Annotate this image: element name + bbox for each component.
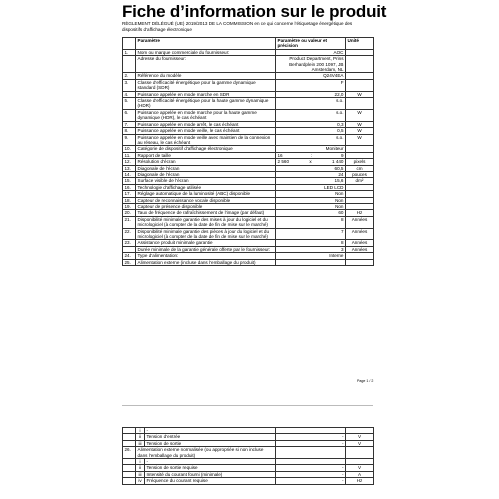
row-parameter: Intensité du courant fourni (minimale) — [145, 471, 276, 477]
row-parameter: Puissance appelée en mode arrêt, le cas échéant — [136, 121, 276, 127]
table-row — [123, 191, 374, 197]
regulation-subtitle: RÈGLEMENT DÉLÉGUÉ (UE) 2019/2013 DE LA COMMISSION en ce qui concerne l’étiquetage énergétique des dispositifs d’affichage électronique — [122, 21, 353, 33]
row-unit: W — [346, 128, 374, 134]
row-value: 3 — [276, 246, 346, 252]
row-parameter: Taux de fréquence de rafraîchissement de l’image (par défaut) — [136, 210, 276, 216]
row-parameter: Puissance appelée en mode veille, le cas échéant — [136, 128, 276, 134]
row-unit: Années — [346, 216, 374, 228]
value-right: 9 — [340, 152, 344, 158]
row-parameter: Alimentation externe (incluse dans l’emballage du produit) — [136, 259, 276, 265]
row-number: 15. — [123, 178, 136, 184]
row-number: 7. — [123, 121, 136, 127]
table-row — [123, 447, 374, 459]
row-number: 13. — [123, 165, 136, 171]
row-parameter: Alimentation externe normalisée (ou appropriée si non incluse dans l’emballage du produit) — [136, 447, 276, 459]
row-number: 14. — [123, 171, 136, 177]
row-parameter: Nom ou marque commerciale du fournisseur: — [136, 49, 276, 55]
row-number: 19. — [123, 203, 136, 209]
row-unit — [346, 79, 374, 91]
row-unit: W — [346, 121, 374, 127]
row-subnumber: i — [136, 428, 145, 434]
row-number: 16. — [123, 184, 136, 190]
row-parameter: Puissance appelée en mode marche en SDR — [136, 91, 276, 97]
row-parameter: Adresse du fournisseur: — [136, 56, 276, 73]
row-value: F — [276, 79, 346, 91]
table-row — [123, 259, 374, 265]
row-value: - — [276, 434, 346, 440]
row-number: 11. — [123, 152, 136, 158]
row-value: 0,5 — [276, 128, 346, 134]
row-parameter: Capteur de reconnaissance vocale disponible — [136, 197, 276, 203]
header-parameter: Paramètre — [136, 38, 276, 50]
row-value: s.o. — [276, 98, 346, 110]
row-value: Interne — [276, 253, 346, 259]
row-parameter: Assistance produit minimale garantie — [136, 240, 276, 246]
table-row — [123, 228, 374, 240]
header-number — [123, 38, 136, 50]
row-unit: Hz — [346, 478, 374, 484]
row-number: 8. — [123, 128, 136, 134]
row-number: 21. — [123, 216, 136, 228]
row-number — [123, 56, 136, 73]
row-value: Q24V4EA — [276, 73, 346, 79]
row-parameter: Diagonale de l’écran — [136, 165, 276, 171]
row-parameter: Diagonale de l’écran — [136, 171, 276, 177]
row-number: 18. — [123, 197, 136, 203]
row-value: s.o. — [276, 134, 346, 146]
row-unit — [346, 447, 374, 459]
row-subnumber: iv — [136, 478, 145, 484]
row-unit: V — [346, 465, 374, 471]
row-value: Non — [276, 203, 346, 209]
table-row — [123, 478, 374, 484]
row-parameter: Durée minimale de la garantie générale offerte par le fournisseur: — [136, 246, 276, 252]
row-parameter: Référence du modèle — [136, 73, 276, 79]
row-subnumber: iii — [136, 471, 145, 477]
row-value: s.o. — [276, 109, 346, 121]
row-parameter: Rapport de taille — [136, 152, 276, 158]
row-parameter: Puissance appelée en mode veille avec maintien de la connexion au réseau, le cas échéant — [136, 134, 276, 146]
table-row — [123, 109, 374, 121]
row-unit: cm — [346, 165, 374, 171]
row-number: 3. — [123, 79, 136, 91]
table-row — [123, 79, 374, 91]
row-value: 60 — [276, 210, 346, 216]
row-number: 2. — [123, 73, 136, 79]
row-value: 8 — [276, 240, 346, 246]
row-parameter: Classe d’efficacité énergétique pour la haute gamme dynamique (HDR) — [136, 98, 276, 110]
row-parameter: Puissance appelée en mode marche pour la haute gamme dynamique (HDR), le cas échéant — [136, 109, 276, 121]
row-unit: Années — [346, 240, 374, 246]
row-value: 8 — [276, 216, 346, 228]
table-header-row — [123, 38, 374, 50]
page-title: Fiche d’information sur le produit — [122, 2, 387, 21]
product-info-table-continued — [122, 427, 374, 485]
row-parameter: Réglage automatique de la luminosité (ABC) disponible — [136, 191, 276, 197]
row-parameter: Tension de sortie — [145, 440, 276, 446]
row-number: 1. — [123, 49, 136, 55]
row-unit: W — [346, 91, 374, 97]
row-number: 12. — [123, 159, 136, 165]
row-unit: pixels — [346, 159, 374, 165]
row-unit: pouces — [346, 171, 374, 177]
value-left: 2 560 — [277, 159, 289, 165]
row-number: 24. — [123, 253, 136, 259]
row-value — [276, 447, 346, 459]
row-unit: V — [346, 440, 374, 446]
row-value: - — [276, 465, 346, 471]
header-value: Paramètre ou valeur et précision — [276, 38, 346, 50]
table-row — [123, 98, 374, 110]
row-subnumber: ii — [136, 434, 145, 440]
row-number: 22. — [123, 228, 136, 240]
row-unit: A — [346, 471, 374, 477]
row-unit: Hz — [346, 210, 374, 216]
row-value: - — [276, 471, 346, 477]
row-value: 60,5 — [276, 165, 346, 171]
row-subnumber: iii — [136, 440, 145, 446]
row-number: 17. — [123, 191, 136, 197]
row-value: Product Department, Prins Berhardplein 200 1097, JB Amsterdam, NL — [276, 56, 346, 73]
row-unit: V — [346, 434, 374, 440]
row-value: 22,0 — [276, 91, 346, 97]
table-row — [123, 56, 374, 73]
row-value: Moniteur — [276, 146, 346, 152]
row-value: - — [276, 440, 346, 446]
row-value: AOC — [276, 49, 346, 55]
page-divider — [122, 405, 373, 406]
row-number: 23. — [123, 240, 136, 246]
row-parameter: - — [145, 428, 276, 434]
row-value: - — [276, 478, 346, 484]
row-value: 15,6 — [276, 178, 346, 184]
row-unit — [346, 259, 374, 265]
row-value: 0,3 — [276, 121, 346, 127]
row-number: 10. — [123, 146, 136, 152]
product-info-table — [122, 37, 374, 266]
row-unit: Années — [346, 246, 374, 252]
row-parameter: Type d’alimentation: — [136, 253, 276, 259]
row-subnumber: ii — [136, 465, 145, 471]
row-number: 4. — [123, 91, 136, 97]
row-parameter: Surface visible de l’écran — [136, 178, 276, 184]
row-value: Non — [276, 191, 346, 197]
row-parameter: Disponibilité minimale garantie des mises à jour du logiciel et du micrologiciel (à compter de la date de fin de mise sur le marché) — [136, 216, 276, 228]
row-value: Non — [276, 197, 346, 203]
row-value: 7 — [276, 228, 346, 240]
row-parameter: Tension d’entrée — [145, 434, 276, 440]
row-number: 6. — [123, 109, 136, 121]
row-parameter: Tension de sortie requise — [145, 465, 276, 471]
row-unit: Années — [346, 228, 374, 240]
row-value: 24 — [276, 171, 346, 177]
row-parameter: Fréquence du courant requise — [145, 478, 276, 484]
value-right: 1 440 — [331, 159, 344, 165]
row-parameter: Résolution d’écran — [136, 159, 276, 165]
row-parameter: Capteur de présence disponible — [136, 203, 276, 209]
row-number: 26. — [123, 447, 136, 459]
row-value-pair — [276, 159, 346, 165]
row-parameter: Technologie d’affichage utilisée — [136, 184, 276, 190]
row-subnumber: i — [136, 459, 145, 465]
page-number: Page 1 / 2 — [357, 379, 374, 383]
value-separator: x — [309, 159, 312, 165]
value-separator: : — [311, 152, 313, 158]
row-unit: W — [346, 134, 374, 146]
row-unit: dm² — [346, 178, 374, 184]
row-unit — [346, 56, 374, 73]
row-value: LED LCD — [276, 184, 346, 190]
row-number: 9. — [123, 134, 136, 146]
value-left: 16 — [277, 152, 283, 158]
row-unit: W — [346, 109, 374, 121]
row-number: 5. — [123, 98, 136, 110]
table-row — [123, 216, 374, 228]
row-parameter: - — [145, 459, 276, 465]
row-number — [123, 478, 136, 484]
row-number: 20. — [123, 210, 136, 216]
row-parameter: Classe d’efficacité énergétique pour la gamme dynamique standard (SDR) — [136, 79, 276, 91]
table-row — [123, 134, 374, 146]
row-value — [276, 259, 346, 265]
row-number: 25. — [123, 259, 136, 265]
row-parameter: Catégorie de dispositif d’affichage électronique — [136, 146, 276, 152]
row-parameter: Disponibilité minimale garantie des pièces à jour du logiciel et du micrologiciel (à compter de la date de fin de mise sur le marché) — [136, 228, 276, 240]
header-unit: Unité — [346, 38, 374, 50]
row-unit — [346, 98, 374, 110]
